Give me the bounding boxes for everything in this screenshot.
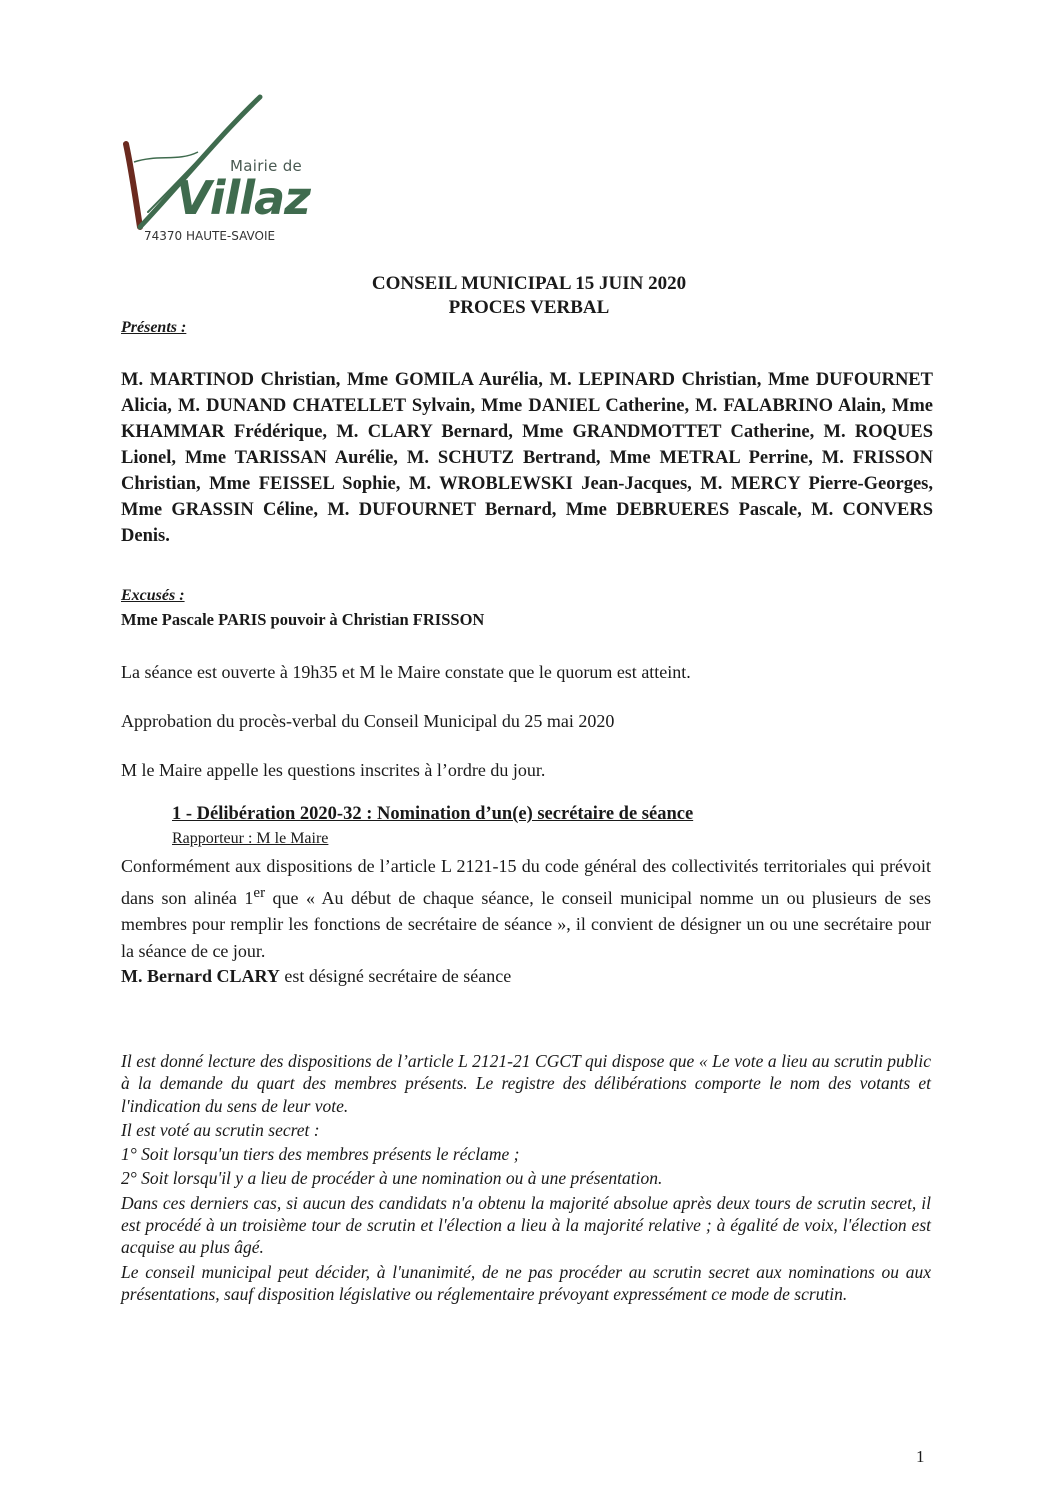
secretary-name: M. Bernard CLARY (121, 966, 280, 986)
document-title: CONSEIL MUNICIPAL 15 JUIN 2020 (371, 273, 687, 294)
rapporteur-line: Rapporteur : M le Maire (172, 830, 329, 847)
secretary-designation (121, 966, 511, 987)
deliberation-body-part2: que « Au début de chaque séance, le conseil municipal nomme un ou plusieurs de ses membres pour remplir les fonctions de secrétaire de séance », il convient de désigner un ou une secrétaire pour la séance de ce jour. (121, 887, 932, 961)
secretary-text: est désigné secrétaire de séance (279, 966, 512, 986)
deliberation-title: 1 - Délibération 2020-32 : Nomination d’un(e) secrétaire de séance (172, 804, 694, 824)
mairie-logo (118, 92, 318, 257)
superscript-er: er (253, 884, 266, 901)
document-subtitle: PROCES VERBAL (448, 297, 610, 318)
article-paragraph-1: Il est donné lecture des dispositions de l’article L 2121-21 CGCT qui dispose que « Le vote a lieu au scrutin public à la demande du quart des membres présents. Le registre des délibérations comporte le nom des votants et l'indication du sens de leur vote. (121, 1051, 931, 1116)
presents-list: M. MARTINOD Christian, Mme GOMILA Aurélia, M. LEPINARD Christian, Mme DUFOURNET Alicia, M. DUNAND CHATELLET Sylvain, Mme DANIEL Catherine, M. FALABRINO Alain, Mme KHAMMAR Frédérique, M. CLARY Bernard, Mme GRANDMOTTET Catherine, M. ROQUES Lionel, Mme TARISSAN Aurélie, M. SCHUTZ Bertrand, Mme METRAL Perrine, M. FRISSON Christian, Mme FEISSEL Sophie, M. WROBLEWSKI Jean-Jacques, M. MERCY Pierre-Georges, Mme GRASSIN Céline, M. DUFOURNET Bernard, Mme DEBRUERES Pascale, M. CONVERS Denis. (121, 370, 933, 546)
deliberation-body-part1: Conformément aux dispositions de l’article L 2121-15 du code général des collectivités territoriales qui prévoit dans son alinéa 1 (121, 856, 931, 908)
logo-top-text: Mairie de (230, 157, 303, 175)
approval-text: Approbation du procès-verbal du Conseil Municipal du 25 mai 2020 (121, 711, 615, 731)
article-paragraph-3: 1° Soit lorsqu'un tiers des membres présents le réclame ; (121, 1144, 520, 1165)
article-quote (121, 1050, 931, 1307)
article-paragraph-5: Dans ces derniers cas, si aucun des candidats n'a obtenu la majorité absolue après deux tours de scrutin secret, il est procédé à un troisième tour de scrutin et l'élection a lieu à la majorité relative ; à égalité de voix, l'élection est acquise au plus âgé. (121, 1192, 931, 1258)
excuses-label: Excusés : (121, 587, 185, 604)
article-paragraph-2: Il est voté au scrutin secret : (121, 1119, 320, 1140)
session-opening: La séance est ouverte à 19h35 et M le Maire constate que le quorum est atteint. (121, 662, 691, 682)
deliberation-body (121, 853, 931, 964)
excuses-text: Mme Pascale PARIS pouvoir à Christian FRISSON (121, 610, 485, 629)
article-paragraph-6: Le conseil municipal peut décider, à l'unanimité, de ne pas procéder au scrutin secret aux nominations ou aux présentations, sauf disposition législative ou réglementaire prévoyant expressément ce mode de scrutin. (121, 1261, 931, 1304)
logo-subtitle: 74370 HAUTE-SAVOIE (144, 229, 276, 243)
page-number: 1 (916, 1447, 925, 1466)
logo-name: Villaz (176, 171, 310, 225)
article-paragraph-4: 2° Soit lorsqu'il y a lieu de procéder à une nomination ou à une présentation. (121, 1168, 663, 1189)
agenda-text: M le Maire appelle les questions inscrites à l’ordre du jour. (121, 760, 546, 780)
presents-label: Présents : (121, 319, 187, 336)
